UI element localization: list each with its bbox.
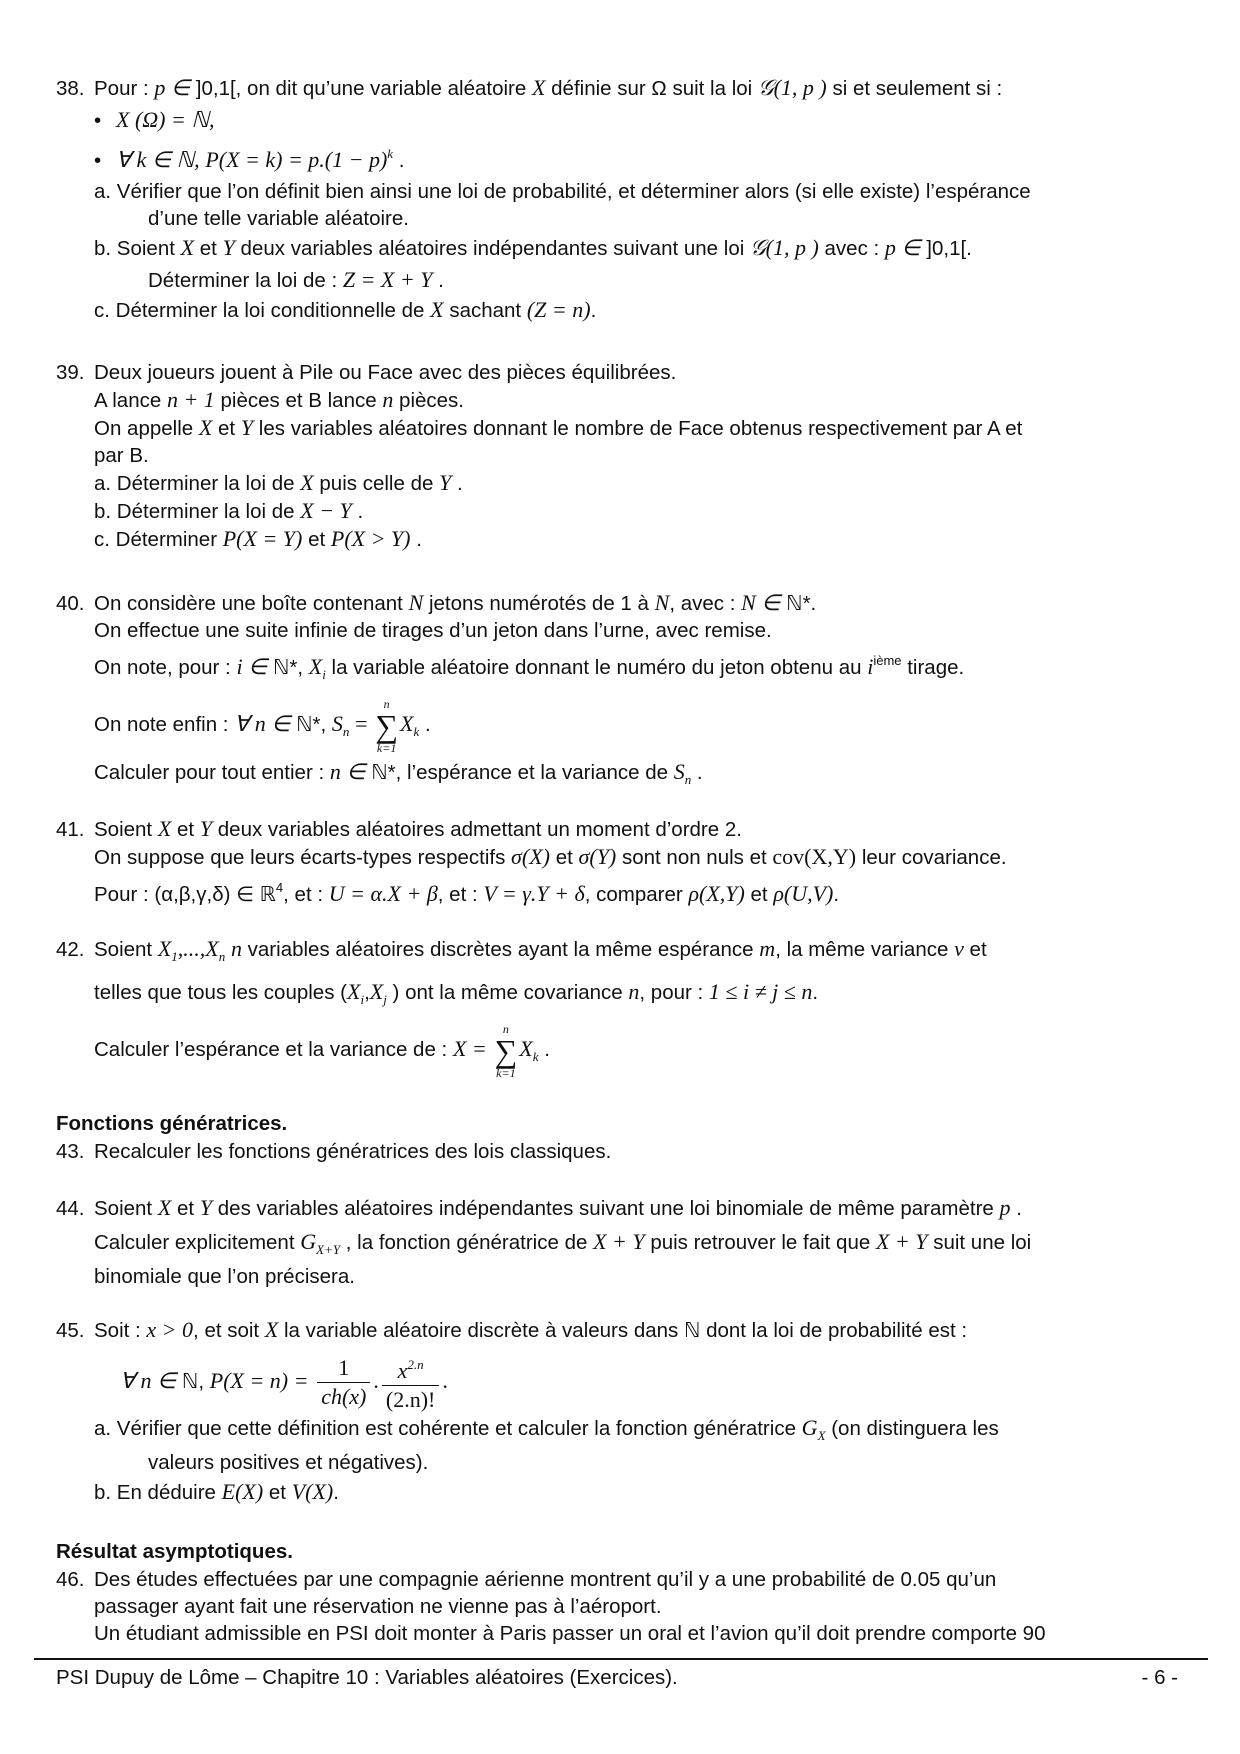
ex38-part-b: b. Soient X et Y deux variables aléatoires indépendantes suivant une loi 𝒢(1, p ) avec : p ∈ ]0,1[. [94,235,972,260]
page-number: - 6 - [1141,1666,1178,1689]
exercise-42: 42. Soient $X_1,...,X_n$ n variables aléatoires discrètes ayant la même espérance m, la même variance v et telles que tous les couples ($X_i,X_j$ ) ont la même covariance n, pour : 1 ≤ i ≠ j ≤ n. Calculer l’espérance et la variance de : X = n ∑ k=1 $X_k$ . [56,935,1186,1079]
exercise-number: 41. [56,818,85,841]
sum-symbol: n ∑ k=1 [375,696,399,755]
ex39-part-a: a. Déterminer la loi de X puis celle de Y . [94,470,463,495]
ex40-sum-definition: On note enfin : ∀ n ∈ ℕ*, $S_n$ = n ∑ k=1 $X_k$ . [94,696,431,755]
footer-title: PSI Dupuy de Lôme – Chapitre 10 : Variables aléatoires (Exercices). [56,1666,678,1689]
exercise-40: 40. On considère une boîte contenant N jetons numérotés de 1 à N, avec : N ∈ ℕ*. On effectue une suite infinie de tirages d’un jeton dans l’urne, avec remise. On note, pour : i ∈ ℕ*, $X_i$ la variable aléatoire donnant le numéro du jeton obtenu au $i^{ième}$ tirage. On note enfin : ∀ n ∈ ℕ*, $S_n$ = n ∑ k=1 $X_k$ . Calculer pour tout entier : n ∈ ℕ*, l’espérance et la variance de $S_n$ . [56,589,1186,793]
exercise-number: 42. [56,938,85,961]
ex39-part-c: c. Déterminer P(X = Y) et P(X > Y) . [94,526,422,551]
exercise-43: 43. Recalculer les fonctions génératrices des lois classiques. [56,1140,612,1163]
exercise-38 [56,74,1186,324]
ex38-part-a-cont: d’une telle variable aléatoire. [148,207,409,230]
fraction: $\frac{1}{ch(x)}$ [317,1354,370,1411]
ex38-bullet-1: • X (Ω) = ℕ, [94,107,215,132]
fraction: $\frac{x^{2.n}}{(2.n)!}$ [382,1351,439,1414]
exercise-number: 44. [56,1197,85,1220]
bullet-icon: • [94,109,102,132]
exercise-number: 40. [56,592,85,615]
ex39-part-b: b. Déterminer la loi de X − Y . [94,498,364,523]
exercise-number: 43. [56,1140,85,1163]
sum-symbol: n ∑ k=1 [494,1021,518,1080]
exercise-number: 46. [56,1568,85,1591]
section-heading-generating-functions: Fonctions génératrices. [56,1112,288,1135]
ex38-part-c: c. Déterminer la loi conditionnelle de X sachant (Z = n). [94,297,597,322]
exercise-number: 45. [56,1319,85,1342]
exercise-45: 45. Soit : x > 0, et soit X la variable aléatoire discrète à valeurs dans ℕ dont la loi de probabilité est : ∀ n ∈ ℕ, P(X = n) = $\frac{1}{ch(x)}$ . $\frac{x^{2.n}}{(2.n)!}$ . a. Vérifier que cette définition est cohérente et calculer la fonction génératrice $G_X$ (on distinguera les valeurs positives et négatives). b. En déduire E(X) et V(X). [56,1316,1186,1506]
ex38-bullet-2: • ∀ k ∈ ℕ, $P(X = k) = p.(1 - p)^k$ . [94,146,405,172]
ex45-law-formula: ∀ n ∈ ℕ, P(X = n) = $\frac{1}{ch(x)}$ . $\frac{x^{2.n}}{(2.n)!}$ . [56,1350,1186,1412]
exercise-number: 38. [56,77,85,100]
ex42-sum-definition: Calculer l’espérance et la variance de : X = n ∑ k=1 $X_k$ . [94,1021,550,1080]
section-heading-asymptotic-results: Résultat asymptotiques. [56,1540,293,1563]
exercise-44: 44. Soient X et Y des variables aléatoires indépendantes suivant une loi binomiale de même paramètre p . Calculer explicitement $G_{X+Y}$ , la fonction génératrice de X + Y puis retrouver le fait que X + Y suit une loi binomiale que l’on précisera. [56,1195,1032,1288]
exercise-39: 39. Deux joueurs jouent à Pile ou Face avec des pièces équilibrées. A lance n + 1 pièces et B lance n pièces. On appelle X et Y les variables aléatoires donnant le nombre de Face obtenus respectivement par A et par B. a. Déterminer la loi de X puis celle de Y . b. Déterminer la loi de X − Y . c. Déterminer P(X = Y) et P(X > Y) . [56,359,1186,553]
ex38-part-a: a. Vérifier que l’on définit bien ainsi une loi de probabilité, et déterminer alors (si elle existe) l’espérance [94,180,1031,203]
bullet-icon: • [94,149,102,172]
exercise-46: 46. Des études effectuées par une compagnie aérienne montrent qu’il y a une probabilité de 0.05 qu’un passager ayant fait une réservation ne vienne pas à l’aéroport. Un étudiant admissible en PSI doit monter à Paris passer un oral et l’avion qu’il doit prendre comporte 90 [56,1568,1046,1645]
footer-divider [34,1658,1208,1660]
ex38-part-b-cont: Déterminer la loi de : Z = X + Y . [148,267,444,292]
exercise-number: 39. [56,361,85,384]
ex38-statement: 38. Pour : p ∈ ]0,1[, on dit qu’une variable aléatoire X définie sur Ω suit la loi 𝒢(1, p ) si et seulement si : [56,75,1003,100]
exercise-41: 41. Soient X et Y deux variables aléatoires admettant un moment d’ordre 2. On suppose que leurs écarts-types respectifs σ(X) et σ(Y) sont non nuls et cov(X,Y) leur covariance. Pour : (α,β,γ,δ) ∈ ℝ$^4$, et : U = α.X + β, et : V = γ.Y + δ, comparer ρ(X,Y) et ρ(U,V). [56,816,1007,906]
